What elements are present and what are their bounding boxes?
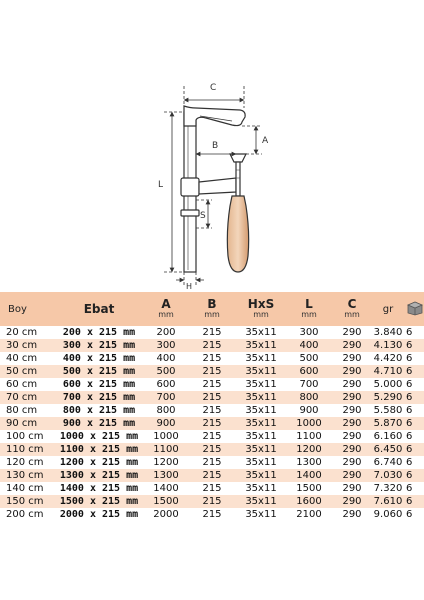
cell-hxs: 35x11 [245,509,277,520]
cell-c: 290 [342,340,362,351]
cell-hxs: 35x11 [245,327,277,338]
cell-c: 290 [342,470,362,481]
cell-boy: 50 cm [6,366,38,377]
cell-c: 290 [342,327,362,338]
cell-gr: 4.710 [373,366,403,377]
header-a: A mm [158,297,174,319]
cell-hxs: 35x11 [245,392,277,403]
cell-b: 215 [202,340,222,351]
cell-l: 900 [299,405,319,416]
cell-l: 300 [299,327,319,338]
cell-qty: 6 [406,509,413,520]
cell-l: 1600 [296,496,322,507]
label-c: C [210,83,217,93]
cell-boy: 80 cm [6,405,38,416]
cell-boy: 110 cm [6,444,44,455]
cell-b: 215 [202,496,222,507]
clamp-diagram [0,0,424,290]
cell-ebat: 1200 x 215 mm [59,457,139,468]
cell-ebat: 600 x 215 mm [62,379,136,390]
cell-c: 290 [342,405,362,416]
cell-a: 700 [156,392,176,403]
header-b: B mm [204,297,220,319]
cell-qty: 6 [406,457,413,468]
cell-ebat: 400 x 215 mm [62,353,136,364]
label-a: A [262,136,269,146]
cell-qty: 6 [406,379,413,390]
cell-boy: 90 cm [6,418,38,429]
cell-a: 200 [156,327,176,338]
cell-gr: 5.000 [373,379,403,390]
cell-b: 215 [202,405,222,416]
header-box [406,292,424,326]
cell-hxs: 35x11 [245,483,277,494]
cell-l: 1400 [296,470,322,481]
cell-hxs: 35x11 [245,366,277,377]
cell-qty: 6 [406,353,413,364]
cell-gr: 4.420 [373,353,403,364]
label-s: S [200,211,206,221]
cell-a: 900 [156,418,176,429]
cell-b: 215 [202,483,222,494]
cell-ebat: 2000 x 215 mm [59,509,139,520]
cell-boy: 130 cm [6,470,44,481]
cell-boy: 30 cm [6,340,38,351]
cell-l: 800 [299,392,319,403]
cell-a: 1400 [153,483,179,494]
cell-hxs: 35x11 [245,496,277,507]
cell-qty: 6 [406,444,413,455]
cell-boy: 40 cm [6,353,38,364]
label-l: L [158,180,164,190]
cell-gr: 7.030 [373,470,403,481]
cell-hxs: 35x11 [245,340,277,351]
cell-ebat: 1500 x 215 mm [59,496,139,507]
cell-qty: 6 [406,470,413,481]
cell-qty: 6 [406,340,413,351]
cell-gr: 6.160 [373,431,403,442]
cell-b: 215 [202,353,222,364]
cell-l: 2100 [296,509,322,520]
table-row [0,495,424,508]
cell-qty: 6 [406,327,413,338]
label-h: H [186,282,193,290]
cell-a: 500 [156,366,176,377]
cell-b: 215 [202,366,222,377]
cell-qty: 6 [406,392,413,403]
cell-gr: 3.840 [373,327,403,338]
cell-gr: 5.870 [373,418,403,429]
cell-c: 290 [342,496,362,507]
cell-c: 290 [342,483,362,494]
cell-gr: 6.450 [373,444,403,455]
table-row [0,482,424,495]
header-hxs: HxS mm [247,297,275,319]
cell-ebat: 1300 x 215 mm [59,470,139,481]
table-row [0,443,424,456]
cell-b: 215 [202,470,222,481]
cell-l: 1300 [296,457,322,468]
cell-ebat: 1400 x 215 mm [59,483,139,494]
cell-ebat: 900 x 215 mm [62,418,136,429]
cell-c: 290 [342,353,362,364]
cell-l: 500 [299,353,319,364]
table-row [0,339,424,352]
cell-c: 290 [342,444,362,455]
table-row [0,378,424,391]
cell-boy: 20 cm [6,327,38,338]
cell-gr: 7.320 [373,483,403,494]
table-header-row [0,292,424,326]
table-row [0,417,424,430]
cell-c: 290 [342,379,362,390]
cell-c: 290 [342,509,362,520]
cell-a: 400 [156,353,176,364]
cell-l: 600 [299,366,319,377]
cell-hxs: 35x11 [245,379,277,390]
cell-l: 1500 [296,483,322,494]
cell-boy: 60 cm [6,379,38,390]
cell-l: 1100 [296,431,322,442]
cell-qty: 6 [406,496,413,507]
cell-c: 290 [342,366,362,377]
cell-hxs: 35x11 [245,418,277,429]
header-gr: gr [382,303,394,315]
table-row [0,508,424,521]
table-row [0,456,424,469]
cell-b: 215 [202,418,222,429]
cell-ebat: 500 x 215 mm [62,366,136,377]
cell-hxs: 35x11 [245,470,277,481]
cell-hxs: 35x11 [245,444,277,455]
header-l: L mm [301,297,317,319]
cell-a: 1200 [153,457,179,468]
cell-qty: 6 [406,418,413,429]
cell-boy: 120 cm [6,457,44,468]
cell-gr: 6.740 [373,457,403,468]
cell-gr: 9.060 [373,509,403,520]
cell-gr: 5.580 [373,405,403,416]
cell-qty: 6 [406,431,413,442]
cell-b: 215 [202,327,222,338]
cell-hxs: 35x11 [245,405,277,416]
cell-gr: 7.610 [373,496,403,507]
table-row [0,326,424,339]
wooden-handle [227,196,248,272]
cell-b: 215 [202,392,222,403]
cell-boy: 70 cm [6,392,38,403]
cell-l: 400 [299,340,319,351]
box-icon [406,300,424,316]
cell-l: 1000 [296,418,322,429]
cell-b: 215 [202,379,222,390]
table-row [0,365,424,378]
cell-a: 1100 [153,444,179,455]
dimension-a [242,126,262,154]
cell-a: 800 [156,405,176,416]
cell-a: 2000 [153,509,179,520]
fixed-jaw [184,106,245,126]
cell-ebat: 1000 x 215 mm [59,431,139,442]
header-boy: Boy [8,303,27,315]
cell-b: 215 [202,444,222,455]
spec-table [0,292,424,521]
cell-hxs: 35x11 [245,353,277,364]
cell-ebat: 200 x 215 mm [62,327,136,338]
header-ebat: Ebat [83,302,115,316]
cell-l: 1200 [296,444,322,455]
cell-c: 290 [342,431,362,442]
cell-boy: 150 cm [6,496,44,507]
cell-ebat: 1100 x 215 mm [59,444,139,455]
cell-b: 215 [202,431,222,442]
cell-boy: 100 cm [6,431,44,442]
table-row [0,404,424,417]
cell-ebat: 800 x 215 mm [62,405,136,416]
cell-qty: 6 [406,483,413,494]
cell-hxs: 35x11 [245,457,277,468]
cell-c: 290 [342,418,362,429]
table-row [0,352,424,365]
cell-ebat: 700 x 215 mm [62,392,136,403]
cell-boy: 140 cm [6,483,44,494]
cell-ebat: 300 x 215 mm [62,340,136,351]
cell-a: 1300 [153,470,179,481]
cell-a: 600 [156,379,176,390]
cell-gr: 5.290 [373,392,403,403]
cell-qty: 6 [406,405,413,416]
cell-c: 290 [342,392,362,403]
cell-b: 215 [202,509,222,520]
table-row [0,391,424,404]
table-row [0,469,424,482]
cell-a: 300 [156,340,176,351]
header-c: C mm [344,297,360,319]
cell-c: 290 [342,457,362,468]
cell-a: 1000 [153,431,179,442]
cell-hxs: 35x11 [245,431,277,442]
cell-a: 1500 [153,496,179,507]
label-b: B [212,141,219,151]
cell-l: 700 [299,379,319,390]
cell-b: 215 [202,457,222,468]
cell-qty: 6 [406,366,413,377]
cell-gr: 4.130 [373,340,403,351]
cell-boy: 200 cm [6,509,44,520]
table-row [0,430,424,443]
